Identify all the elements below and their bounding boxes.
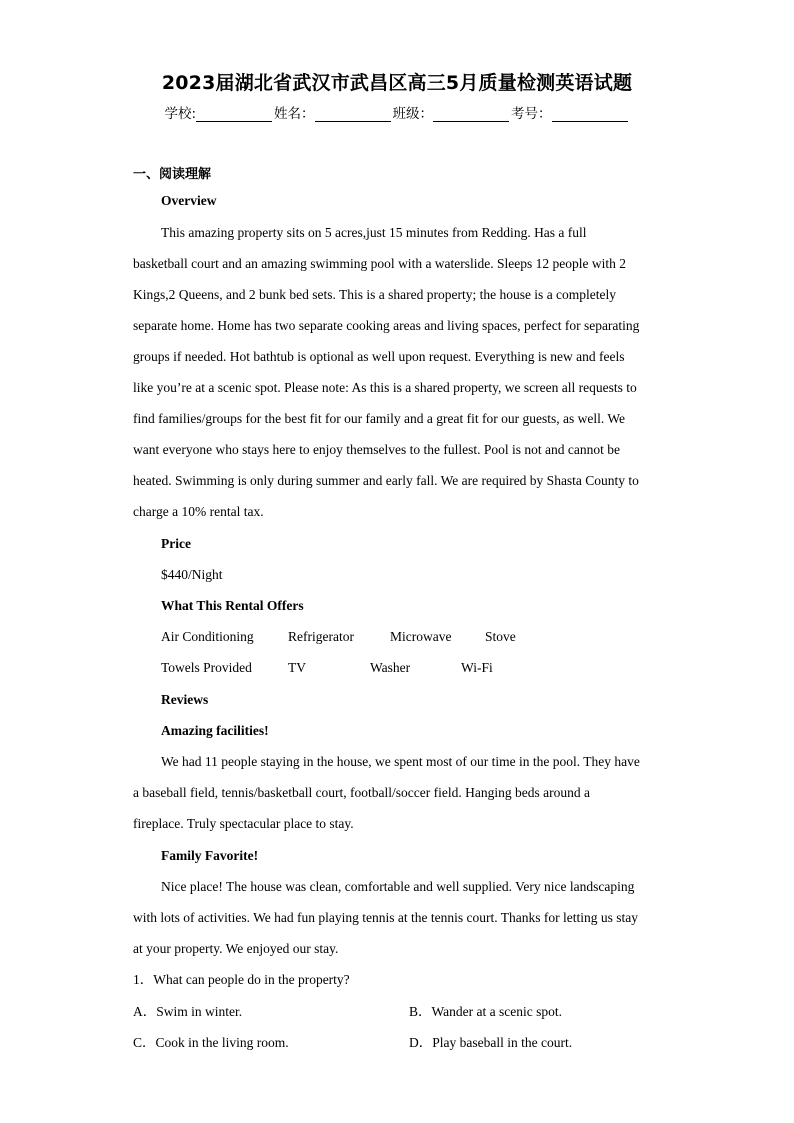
student-info-row (0, 102, 794, 122)
review2-line: Nice place! The house was clean, comfortable and well supplied. Very nice landscaping (161, 879, 635, 894)
overview-line: Kings,2 Queens, and 2 bunk bed sets. This is a shared property; the house is a completely (133, 287, 617, 302)
question-1-option-b[interactable]: B．Wander at a scenic spot. (409, 1004, 562, 1019)
exam-title: 2023届湖北省武汉市武昌区高三5月质量检测英语试题 (161, 72, 633, 94)
review2-line: with lots of activities. We had fun playing tennis at the tennis court. Thanks for letting us stay (133, 910, 638, 925)
review1-line: We had 11 people staying in the house, we spent most of our time in the pool. They have (161, 754, 640, 769)
class-blank[interactable] (433, 107, 509, 122)
overview-line: find families/groups for the best fit for our family and a great fit for our guests, as well. We (133, 411, 626, 426)
question-1-option-d[interactable]: D．Play baseball in the court. (409, 1035, 573, 1050)
offer-item: Washer (370, 660, 411, 675)
price-heading: Price (161, 536, 191, 551)
offer-item: Wi-Fi (461, 660, 493, 675)
overview-line: like you’re at a scenic spot. Please note: As this is a shared property, we screen all requests to (133, 380, 637, 395)
section-heading: 一、阅读理解 (133, 167, 212, 182)
review1-line: fireplace. Truly spectacular place to stay. (133, 816, 354, 831)
offer-item: Air Conditioning (161, 629, 254, 644)
overview-line: separate home. Home has two separate cooking areas and living spaces, perfect for separating (133, 318, 640, 333)
review1-line: a baseball field, tennis/basketball court, football/soccer field. Hanging beds around a (133, 785, 590, 800)
question-1-option-c[interactable]: C．Cook in the living room. (133, 1035, 289, 1050)
overview-line: want everyone who stays here to enjoy themselves to the fullest. Pool is not and cannot be (133, 442, 621, 457)
name-label: 姓名： (274, 106, 315, 122)
overview-heading: Overview (161, 193, 217, 208)
school-blank[interactable] (196, 107, 272, 122)
exam-no-blank[interactable] (552, 107, 628, 122)
overview-line: basketball court and an amazing swimming pool with a waterslide. Sleeps 12 people with 2 (133, 256, 627, 271)
offer-item: Towels Provided (161, 660, 252, 675)
review1-title: Amazing facilities! (161, 723, 269, 738)
offer-item: Microwave (390, 629, 452, 644)
offers-heading: What This Rental Offers (161, 598, 304, 613)
offer-item: TV (288, 660, 306, 675)
review2-line: at your property. We enjoyed our stay. (133, 941, 339, 956)
name-blank[interactable] (315, 107, 391, 122)
exam-no-label: 考号： (511, 106, 552, 122)
question-1-stem: 1．What can people do in the property? (133, 972, 350, 987)
class-label: 班级： (392, 106, 434, 122)
offer-item: Refrigerator (288, 629, 354, 644)
review2-title: Family Favorite! (161, 848, 259, 863)
overview-line: This amazing property sits on 5 acres,just 15 minutes from Redding. Has a full (161, 225, 587, 240)
overview-line: charge a 10% rental tax. (133, 504, 264, 519)
reviews-heading: Reviews (161, 692, 209, 707)
price-value: $440/Night (161, 567, 223, 582)
overview-line: heated. Swimming is only during summer and early fall. We are required by Shasta County to (133, 473, 639, 488)
offer-item: Stove (485, 629, 516, 644)
school-label: 学校: (164, 106, 197, 122)
question-1-option-a[interactable]: A．Swim in winter. (133, 1004, 243, 1019)
overview-line: groups if needed. Hot bathtub is optional as well upon request. Everything is new and feels (133, 349, 625, 364)
